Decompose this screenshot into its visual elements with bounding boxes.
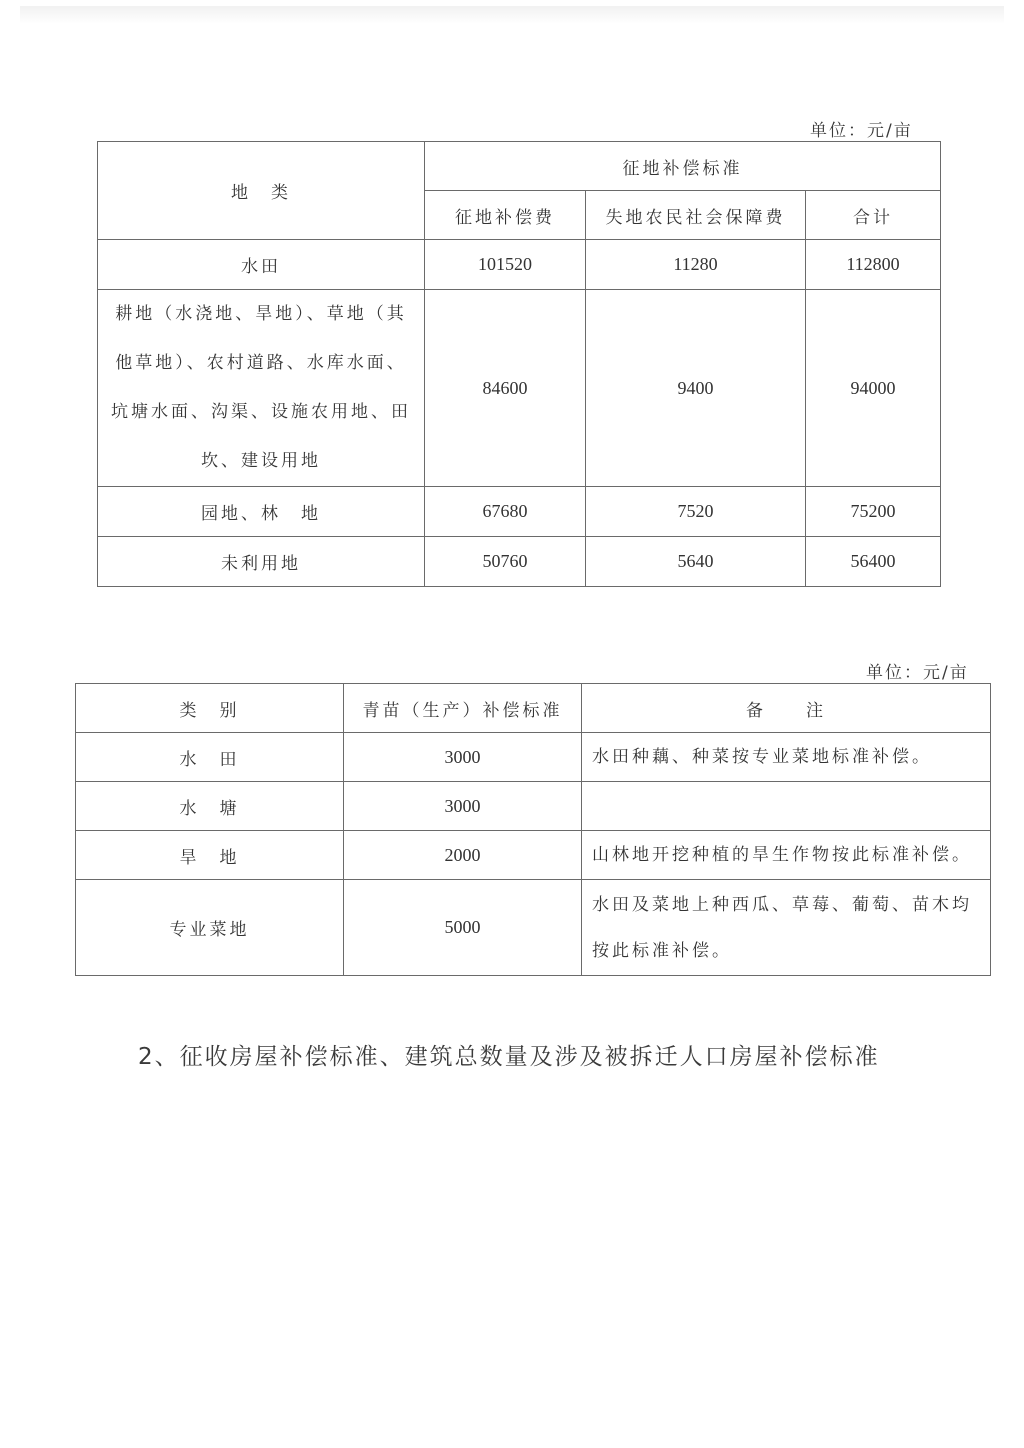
- category-cell: 旱 地: [76, 831, 344, 880]
- total-cell: 112800: [806, 240, 941, 290]
- header-total: 合计: [806, 191, 941, 240]
- table-row: [98, 240, 941, 290]
- standard-cell: 3000: [344, 782, 582, 831]
- compensation-cell: 101520: [425, 240, 586, 290]
- total-cell: 56400: [806, 537, 941, 587]
- section-heading: 2、征收房屋补偿标准、建筑总数量及涉及被拆迁人口房屋补偿标准: [138, 1044, 880, 1070]
- land-type-line: 他草地）、农村道路、水库水面、: [115, 353, 407, 373]
- compensation-cell: 50760: [425, 537, 586, 587]
- land-type-cell: 园地、林 地: [98, 487, 425, 537]
- crop-compensation-table: [75, 683, 991, 976]
- remark-cell: [582, 782, 991, 831]
- header-land-type: 地 类: [98, 142, 425, 240]
- category-cell: 水 田: [76, 733, 344, 782]
- standard-cell: 5000: [344, 880, 582, 976]
- social-security-cell: 5640: [586, 537, 806, 587]
- table2-unit-label: 单位：元/亩: [866, 663, 969, 683]
- table-row: [98, 487, 941, 537]
- header-category: 类 别: [76, 684, 344, 733]
- social-security-cell: 7520: [586, 487, 806, 537]
- remark-cell: [582, 880, 991, 976]
- standard-cell: 3000: [344, 733, 582, 782]
- table-row: [76, 831, 991, 880]
- header-compensation-fee: 征地补偿费: [425, 191, 586, 240]
- total-cell: 94000: [806, 290, 941, 487]
- header-crop-standard: 青苗（生产）补偿标准: [344, 684, 582, 733]
- total-cell: 75200: [806, 487, 941, 537]
- header-remarks: 备 注: [582, 684, 991, 733]
- land-compensation-table: [97, 141, 941, 587]
- land-type-line: 坑塘水面、沟渠、设施农用地、田: [111, 402, 411, 422]
- table-row: [76, 782, 991, 831]
- land-type-line: 坎、建设用地: [201, 451, 321, 471]
- social-security-cell: 9400: [586, 290, 806, 487]
- header-compensation-standard: 征地补偿标准: [425, 142, 941, 191]
- remark-cell: 水田种藕、种菜按专业菜地标准补偿。: [582, 733, 991, 782]
- land-type-cell: 水田: [98, 240, 425, 290]
- remark-line: 水田及菜地上种西瓜、草莓、葡萄、苗木均: [592, 894, 972, 915]
- header-social-security-fee: 失地农民社会保障费: [586, 191, 806, 240]
- category-cell: 水 塘: [76, 782, 344, 831]
- compensation-cell: 84600: [425, 290, 586, 487]
- scan-edge: [20, 6, 1004, 24]
- land-type-cell: 未利用地: [98, 537, 425, 587]
- remark-line: 按此标准补偿。: [592, 940, 732, 961]
- remark-cell: 山林地开挖种植的旱生作物按此标准补偿。: [582, 831, 991, 880]
- social-security-cell: 11280: [586, 240, 806, 290]
- table-row: [98, 290, 941, 487]
- compensation-cell: 67680: [425, 487, 586, 537]
- category-cell: 专业菜地: [76, 880, 344, 976]
- table-row: [76, 880, 991, 976]
- standard-cell: 2000: [344, 831, 582, 880]
- table1-unit-label: 单位：元/亩: [810, 121, 913, 141]
- land-type-line: 耕地（水浇地、旱地）、草地（其: [115, 304, 407, 324]
- table-row: [76, 733, 991, 782]
- land-type-cell: [98, 290, 425, 487]
- table-row: [98, 537, 941, 587]
